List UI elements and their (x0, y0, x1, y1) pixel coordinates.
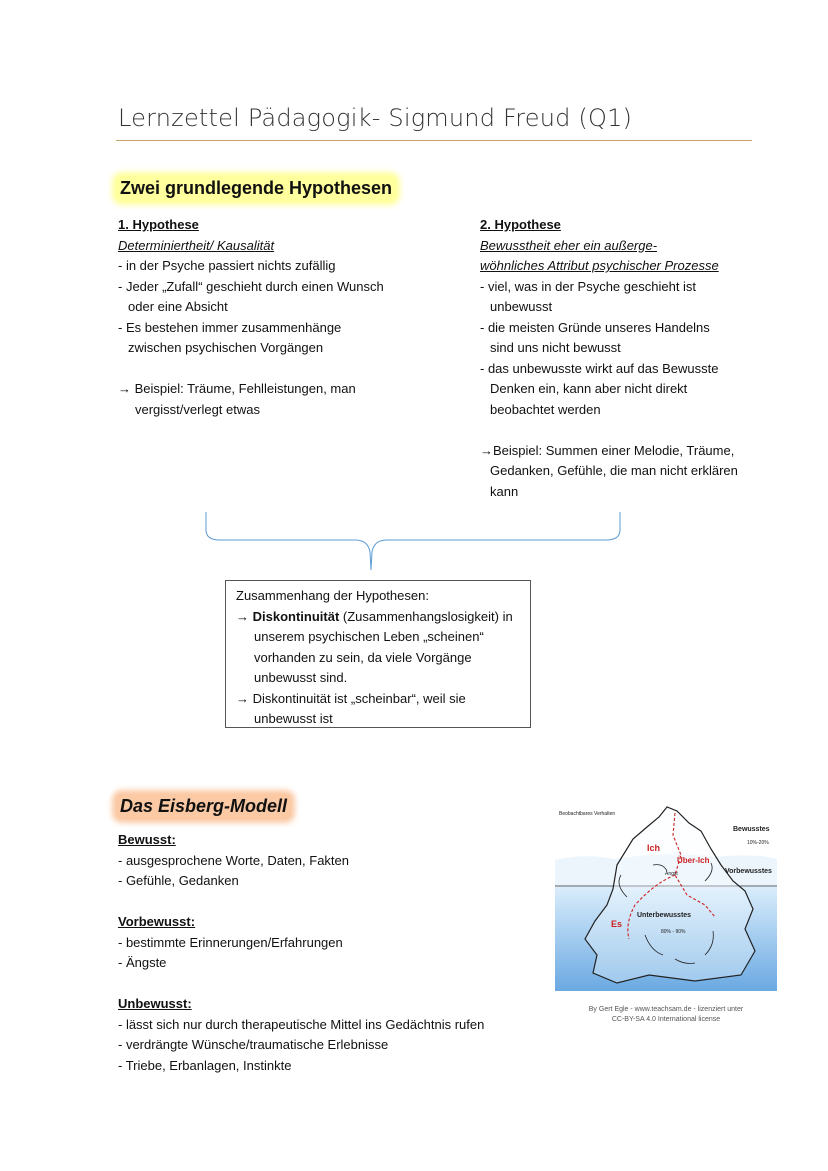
hypothesis-2-line: beobachtet werden (490, 401, 601, 417)
section-heading-hypothesen: Zwei grundlegende Hypothesen (116, 176, 396, 201)
hypothesis-2-subheading-cont: wöhnliches Attribut psychischer Prozesse (480, 258, 719, 273)
hypothesis-2-column (480, 215, 770, 502)
figure-caption (560, 1005, 772, 1025)
summary-line (236, 607, 520, 628)
summary-line: unbewusst ist (254, 711, 333, 726)
label-bewusstes: Bewusstes (733, 826, 770, 833)
hypothesis-2-heading: 2. Hypothese (480, 217, 561, 232)
summary-line: unserem psychischen Leben „scheinen“ (254, 629, 484, 644)
hypothesis-1-line: - Es bestehen immer zusammenhänge (118, 319, 342, 335)
hypothesis-2-line: - die meisten Gründe unseres Handelns (480, 319, 710, 335)
label-es: Es (611, 919, 623, 929)
summary-line: unbewusst sind. (254, 670, 348, 685)
label-behavior: Beobachtbares Verhalten (559, 811, 616, 817)
hypothesis-1-subheading: Determiniertheit/ Kausalität (118, 237, 275, 253)
summary-box (225, 580, 531, 728)
hypothesis-1-line: zwischen psychischen Vorgängen (128, 340, 324, 355)
hypothesis-1-line: oder eine Absicht (128, 299, 228, 314)
hypothesis-2-line: - viel, was in der Psyche geschieht ist (480, 278, 697, 294)
hypothesis-2-line: - das unbewusste wirkt auf das Bewusste (480, 360, 719, 376)
hypothesis-2-example-cont: Gedanken, Gefühle, die man nicht erklären (490, 463, 738, 478)
hypothesis-1-example-cont: vergisst/verlegt etwas (135, 401, 260, 417)
title-divider (116, 140, 752, 141)
label-ueberich: Über-Ich (677, 856, 710, 865)
label-angst: Angst (665, 871, 678, 877)
iceberg-shape (585, 807, 755, 983)
group-heading-unbewusst: Unbewusst: (118, 996, 192, 1011)
hypothesis-2-example-cont: kann (490, 483, 519, 499)
eisberg-text-column (118, 830, 538, 1076)
label-ich: Ich (647, 843, 661, 853)
hypothesis-1-line: - Jeder „Zufall“ geschieht durch einen Wunsch (118, 278, 384, 294)
iceberg-diagram (555, 805, 777, 991)
section-heading-eisberg: Das Eisberg-Modell (116, 794, 291, 819)
hypothesis-1-example: → Beispiel: Träume, Fehlleistungen, man (118, 381, 356, 396)
list-item: - bestimmte Erinnerungen/Erfahrungen (118, 934, 343, 950)
list-item: - Ängste (118, 955, 167, 970)
summary-heading: Zusammenhang der Hypothesen: (236, 588, 429, 603)
list-item: - ausgesprochene Worte, Daten, Fakten (118, 852, 349, 868)
group-heading-vorbewusst: Vorbewusst: (118, 914, 196, 929)
caption-line: CC-BY-SA 4.0 International license (611, 1016, 721, 1023)
list-item: - Triebe, Erbanlagen, Instinkte (118, 1057, 292, 1073)
hypothesis-2-line: unbewusst (490, 299, 553, 314)
list-item: - lässt sich nur durch therapeutische Mittel ins Gedächtnis rufen (118, 1016, 485, 1032)
label-unterbewusstes: Unterbewusstes (637, 912, 692, 919)
hypothesis-2-example: →Beispiel: Summen einer Melodie, Träume, (480, 442, 735, 458)
label-unter-pct: 80% - 90% (661, 929, 686, 935)
curly-brace-connector (200, 508, 630, 572)
caption-line: By Gert Egle - www.teachsam.de - lizenziert unter (588, 1006, 744, 1013)
hypothesis-2-line: sind uns nicht bewusst (490, 340, 621, 355)
arrow-icon: → (236, 608, 249, 624)
hypothesis-1-line: - in der Psyche passiert nichts zufällig (118, 258, 336, 273)
list-item: - Gefühle, Gedanken (118, 873, 239, 888)
hypothesis-2-subheading: Bewusstheit eher ein außerge- (480, 237, 658, 253)
hypothesis-2-line: Denken ein, kann aber nicht direkt (490, 381, 688, 396)
page-title: Lernzettel Pädagogik- Sigmund Freud (Q1) (118, 104, 633, 132)
summary-term: Diskontinuität (252, 608, 340, 624)
label-vorbewusstes: Vorbewusstes (725, 868, 772, 875)
summary-line: → Diskontinuität ist „scheinbar“, weil sie (236, 690, 466, 706)
list-item: - verdrängte Wünsche/traumatische Erlebnisse (118, 1037, 389, 1052)
summary-line: vorhanden zu sein, da viele Vorgänge (254, 649, 472, 665)
summary-line-rest: (Zusammenhangslosigkeit) in (339, 608, 513, 624)
hypothesis-1-column (118, 215, 448, 420)
group-heading-bewusst: Bewusst: (118, 832, 176, 847)
hypothesis-1-heading: 1. Hypothese (118, 217, 199, 232)
label-bewusstes-pct: 10%-20% (747, 840, 769, 846)
